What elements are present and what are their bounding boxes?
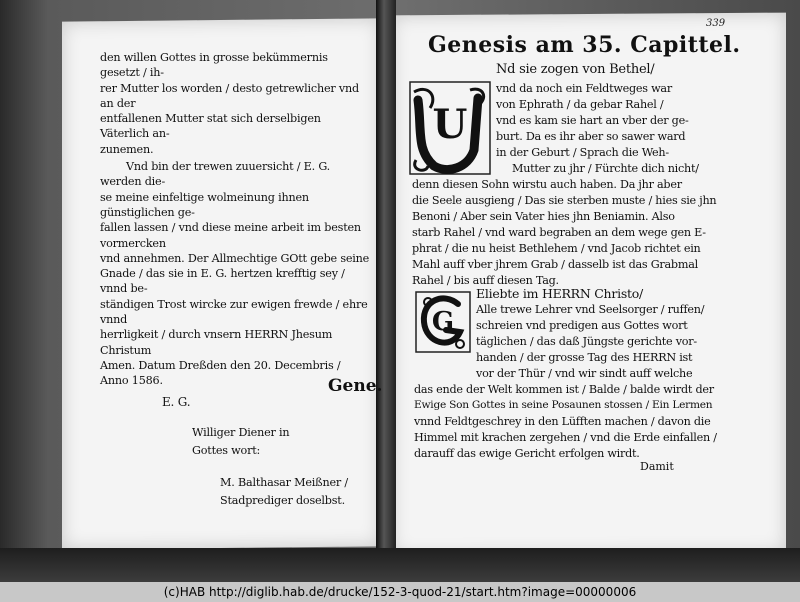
para2-line: fallen lassen / vnd diese meine arbeit im besten vormercken	[100, 221, 361, 250]
verse-line: Nd sie zogen von Bethel/	[496, 62, 655, 77]
verse-line: die Seele ausgieng / Das sie sterben muste / hies sie jhn	[412, 194, 717, 207]
verse-line: Rahel / bis auff diesen Tag.	[412, 274, 559, 287]
para2-line: Gnade / das sie in E. G. hertzen krefftig sey / vnnd be-	[100, 267, 345, 296]
sermon-line: Himmel mit krachen zergehen / vnd die Erde einfallen /	[414, 431, 717, 444]
para2-line: herrligkeit / durch vnsern HERRN Jhesum Christum	[100, 328, 333, 357]
para1-line: den willen Gottes in grosse bekümmernis gesetzt / ih-	[100, 51, 328, 80]
dropcap-letter: U	[432, 101, 468, 148]
dropcap-letter: G	[431, 307, 455, 337]
verse-line: Mutter zu jhr / Fürchte dich nicht/	[512, 162, 699, 175]
sermon-line: darauff das ewige Gericht erfolgen wirdt.	[414, 447, 640, 460]
sermon-line: täglichen / das daß Jüngste gerichte vor-	[476, 335, 697, 348]
sermon-line: handen / der grosse Tag des HERRN ist	[476, 351, 693, 364]
para1-line: zunemen.	[100, 142, 154, 156]
verse-line: Mahl auff vber jhrem Grab / dasselb ist das Grabmal	[412, 258, 698, 271]
para1-line: entfallenen Mutter stat sich derselbigen Väterlich an-	[100, 112, 321, 141]
source-footer: (c)HAB http://diglib.hab.de/drucke/152-3-quod-21/start.htm?image=00000006	[0, 582, 800, 602]
sermon-line: Eliebte im HERRN Christo/	[476, 286, 644, 301]
signature-block-1	[192, 424, 370, 460]
signature-line: Stadprediger doselbst.	[220, 493, 345, 507]
signature-line: M. Balthasar Meißner /	[220, 475, 348, 489]
scan-bottom-edge	[0, 548, 800, 582]
sermon-line: Ewige Son Gottes in seine Posaunen stossen / Ein Lermen	[414, 399, 713, 411]
sermon-line: das ende der Welt kommen ist / Balde / balde wirdt der	[414, 383, 714, 396]
verse-line: denn diesen Sohn wirstu auch haben. Da jhr aber	[412, 178, 682, 191]
book-gutter	[376, 0, 396, 580]
para1-line: rer Mutter los worden / desto getrewlicher vnd an der	[100, 81, 359, 110]
sermon-line: vor der Thür / vnd wir sindt auff welche	[476, 367, 693, 380]
verse-line: vnd es kam sie hart an vber der ge-	[496, 114, 689, 127]
decorated-initial-u	[408, 80, 492, 176]
right-catchword: Damit	[640, 460, 674, 473]
para2-line: Anno 1586.	[100, 374, 163, 388]
signature-block-2	[220, 474, 370, 510]
left-catchword: Gene.	[328, 376, 383, 396]
sermon-line: Alle trewe Lehrer vnd Seelsorger / ruffen/	[476, 303, 705, 316]
verse-line: starb Rahel / vnd ward begraben an dem wege gen E-	[412, 226, 706, 239]
verse-line: in der Geburt / Sprach die Weh-	[496, 146, 669, 159]
para2-line: Amen. Datum Dreßden den 20. Decembris /	[100, 358, 341, 372]
left-page-text	[100, 50, 370, 510]
para2-line: vnd annehmen. Der Allmechtige GOtt gebe seine	[100, 251, 370, 265]
para2-line: Vnd bin der trewen zuuersicht / E. G. werden die-	[100, 160, 331, 189]
verse-line: phrat / die nu heist Bethlehem / vnd Jacob richtet ein	[412, 242, 701, 255]
signature-line: Williger Diener in	[192, 425, 290, 439]
recipient-initials: E. G.	[162, 394, 191, 409]
para2-line: ständigen Trost wircke zur ewigen frewde / ehre vnnd	[100, 297, 368, 327]
sermon-line: vnnd Feldtgeschrey in den Lüfften machen / davon die	[414, 415, 711, 428]
verse-line: burt. Da es ihr aber so sawer ward	[496, 130, 686, 143]
chapter-title: Genesis am 35. Capittel.	[428, 32, 741, 58]
sermon-line: schreien vnd predigen aus Gottes wort	[476, 319, 688, 332]
verse-line: von Ephrath / da gebar Rahel /	[496, 98, 664, 111]
signature-line: Gottes wort:	[192, 443, 261, 457]
decorated-initial-g	[414, 290, 472, 354]
verse-line: vnd da noch ein Feldtweges war	[496, 82, 672, 95]
para2-line: se meine einfeltige wolmeinung ihnen günstiglichen ge-	[100, 190, 309, 219]
page-number: 339	[706, 18, 726, 29]
verse-line: Benoni / Aber sein Vater hies jhn Beniamin. Also	[412, 210, 675, 223]
